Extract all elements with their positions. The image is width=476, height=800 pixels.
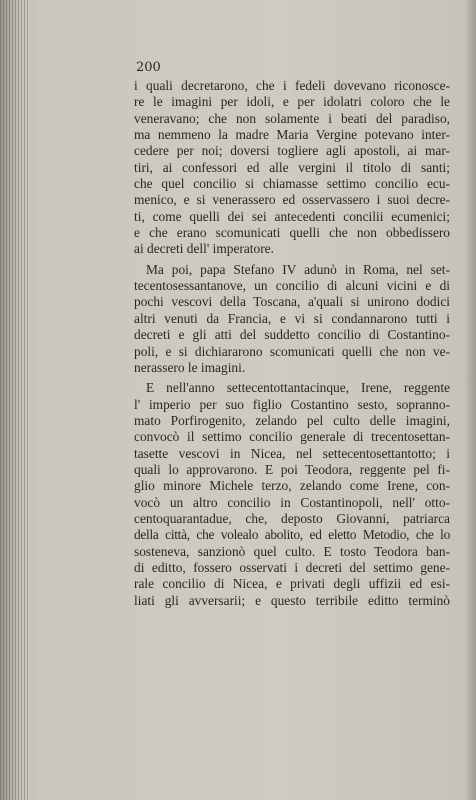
text-line: veneravano; che non solamente i beati del paradiso,	[134, 110, 450, 126]
text-line: poli, e si dichiararono scomunicati quelli che non ve-	[134, 343, 450, 359]
text-line: e che erano scomunicati quelli che non obbedissero	[134, 225, 450, 241]
paragraph	[134, 380, 450, 609]
text-line: l' imperio per suo figlio Costantino sesto, sopranno-	[134, 396, 450, 412]
page-gutter	[0, 0, 30, 800]
page-number: 200	[136, 60, 161, 75]
text-line: altri venuti da Francia, e vi si condannarono tutti i	[134, 310, 450, 326]
text-line: della città, che volealo abolito, ed eletto Metodio, che lo	[134, 527, 450, 543]
text-line: ti, come quelli dei sei antecedenti concilii ecumenici;	[134, 208, 450, 224]
text-line: quali lo approvarono. E poi Teodora, reggente pel fi-	[134, 461, 450, 477]
text-line: Ma poi, papa Stefano IV adunò in Roma, nel set-	[146, 261, 450, 277]
text-line: cedere per noi; doversi togliere agli apostoli, ai mar-	[134, 143, 450, 159]
text-line: tasette vescovi in Nicea, nel settecentosettantotto; i	[134, 445, 450, 461]
text-line: centoquarantadue, che, deposto Giovanni, patriarca	[134, 510, 450, 526]
text-line: ai decreti dell' imperatore.	[134, 241, 274, 257]
text-line: sosteneva, sanzionò quel culto. E tosto Teodora ban-	[134, 543, 450, 559]
text-line: glio minore Michele terzo, zelando come Irene, con-	[134, 478, 450, 494]
text-line: E nell'anno settecentottantacinque, Irene, reggente	[146, 380, 450, 396]
text-line: convocò il settimo concilio generale di trecentosettan-	[134, 429, 450, 445]
text-line: di editto, fossero osservati i decreti del settimo gene-	[134, 559, 450, 575]
text-line: vocò un altro concilio in Costantinopoli, nell' otto-	[134, 494, 450, 510]
text-line: tecentosessantanove, un concilio di alcuni vicini e di	[134, 278, 450, 294]
text-line: decreti e gli atti del suddetto concilio di Costantino-	[134, 327, 450, 343]
body-text	[134, 78, 450, 609]
paragraph	[134, 78, 450, 258]
paragraph	[134, 262, 450, 376]
text-line: pochi vescovi della Toscana, a'quali si unirono dodici	[134, 294, 450, 310]
text-line: che quel concilio si chiamasse settimo concilio ecu-	[134, 176, 450, 192]
text-line: mato Porfirogenito, zelando pel culto delle imagini,	[134, 412, 450, 428]
text-line: menico, e si venerassero ed osservassero i suoi decre-	[134, 192, 450, 208]
page-edge-shadow	[464, 0, 476, 800]
text-line: tiri, ai confessori ed alle vergini il titolo di santi;	[134, 159, 450, 175]
text-line: rale concilio di Nicea, e privati degli uffizii ed esi-	[134, 576, 450, 592]
text-line: ma nemmeno la madre Maria Vergine potevano inter-	[134, 127, 450, 143]
text-line: re le imagini per idoli, e per idolatri coloro che le	[134, 94, 450, 110]
text-line: i quali decretarono, che i fedeli dovevano riconosce-	[134, 78, 450, 93]
text-line: nerassero le imagini.	[134, 359, 246, 375]
text-line: liati gli avversarii; e questo terribile editto terminò	[134, 592, 450, 608]
